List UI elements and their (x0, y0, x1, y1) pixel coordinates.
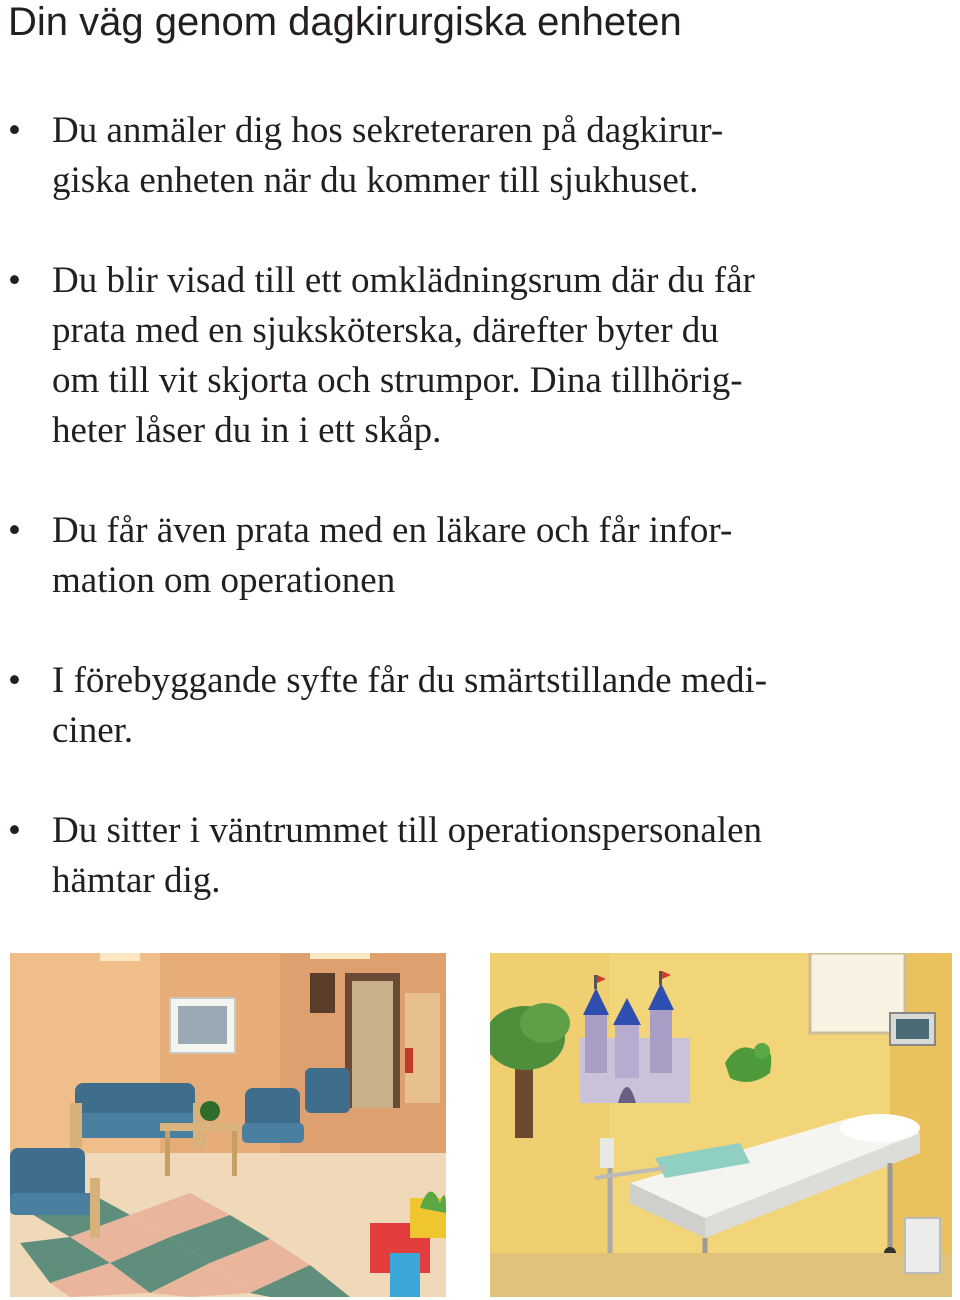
bullet-dot: • (8, 660, 21, 701)
list-item-line: giska enheten när du kommer till sjukhuset. (52, 160, 699, 201)
list-item-line: Du anmäler dig hos sekreteraren på dagkirur- (52, 110, 724, 151)
bullet-dot: • (8, 260, 21, 301)
bullet-dot: • (8, 510, 21, 551)
page-title: Din väg genom dagkirurgiska enheten (8, 0, 682, 44)
list-item-line: Du sitter i väntrummet till operationspersonalen (52, 810, 763, 851)
list-item-line: om till vit skjorta och strumpor. Dina tillhörig- (52, 360, 743, 401)
list-item-line: hämtar dig. (52, 860, 221, 901)
list-item-line: heter låser du in i ett skåp. (52, 410, 442, 451)
list-item-line: mation om operationen (52, 560, 396, 601)
list-item-line: ciner. (52, 710, 134, 751)
list-item-line: Du får även prata med en läkare och får infor- (52, 510, 733, 551)
patient-room-photo (490, 953, 952, 1297)
list-item-line: prata med en sjuksköterska, därefter byter du (52, 310, 719, 351)
waiting-room-photo (10, 953, 446, 1297)
list-item-line: Du blir visad till ett omklädningsrum där du får (52, 260, 755, 301)
bullet-dot: • (8, 110, 21, 151)
bullet-dot: • (8, 810, 21, 851)
list-item-line: I förebyggande syfte får du smärtstillande medi- (52, 660, 768, 701)
